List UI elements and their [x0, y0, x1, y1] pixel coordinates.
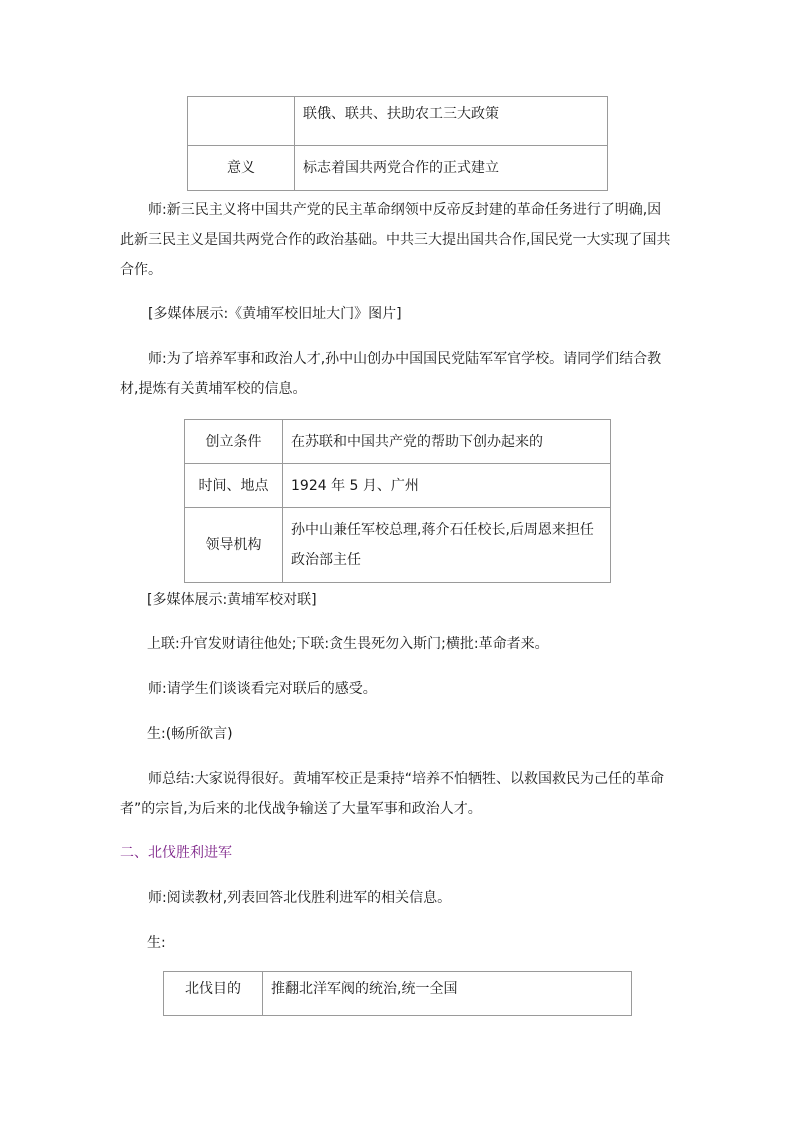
table-cell-value: 推翻北洋军阀的统治,统一全国 [263, 972, 632, 1016]
paragraph-teacher-summary: 师总结:大家说得很好。黄埔军校正是秉持“培养不怕牺牲、以救国救民为己任的革命者”的宗旨,为后来的北伐战争输送了大量军事和政治人才。 [120, 771, 664, 817]
paragraph-multimedia-couplet: [多媒体展示:黄埔军校对联] [147, 592, 317, 608]
table-cell-label [188, 97, 295, 146]
paragraph-multimedia-gate: [多媒体展示:《黄埔军校旧址大门》图片] [148, 306, 402, 322]
table-guomindang-yida [187, 96, 608, 191]
table-row [185, 420, 611, 464]
paragraph-student-response: 生:(畅所欲言) [147, 726, 233, 742]
table-cell-label: 意义 [188, 146, 295, 191]
table-row [188, 97, 608, 146]
paragraph-new-three-principles: 师:新三民主义将中国共产党的民主革命纲领中反帝反封建的革命任务进行了明确,因此新三民主义是国共两党合作的政治基础。中共三大提出国共合作,国民党一大实现了国共合作。 [120, 202, 671, 278]
table-cell-label: 领导机构 [185, 508, 283, 583]
table-cell-value: 孙中山兼任军校总理,蒋介石任校长,后周恩来担任政治部主任 [283, 508, 611, 583]
section-heading: 二、北伐胜利进军 [120, 845, 232, 861]
table-row [188, 146, 608, 191]
paragraph-teacher-question: 师:请学生们谈谈看完对联后的感受。 [148, 681, 377, 697]
table-cell-value: 在苏联和中国共产党的帮助下创办起来的 [283, 420, 611, 464]
table-northern-expedition [163, 971, 632, 1016]
paragraph-couplet: 上联:升官发财请往他处;下联:贪生畏死勿入斯门;横批:革命者来。 [147, 636, 549, 652]
table-row [185, 464, 611, 508]
table-row [185, 508, 611, 583]
paragraph-whampoa-intro: 师:为了培养军事和政治人才,孙中山创办中国国民党陆军军官学校。请同学们结合教材,提炼有关黄埔军校的信息。 [120, 351, 662, 397]
table-cell-label: 创立条件 [185, 420, 283, 464]
table-cell-label: 北伐目的 [164, 972, 263, 1016]
table-cell-value: 联俄、联共、扶助农工三大政策 [295, 97, 608, 146]
table-whampoa-info [184, 419, 611, 583]
table-cell-value: 1924 年 5 月、广州 [283, 464, 611, 508]
table-cell-label: 时间、地点 [185, 464, 283, 508]
table-row [164, 972, 632, 1016]
paragraph-student-label: 生: [147, 935, 166, 951]
table-cell-value: 标志着国共两党合作的正式建立 [295, 146, 608, 191]
paragraph-northern-expedition: 师:阅读教材,列表回答北伐胜利进军的相关信息。 [148, 890, 452, 906]
